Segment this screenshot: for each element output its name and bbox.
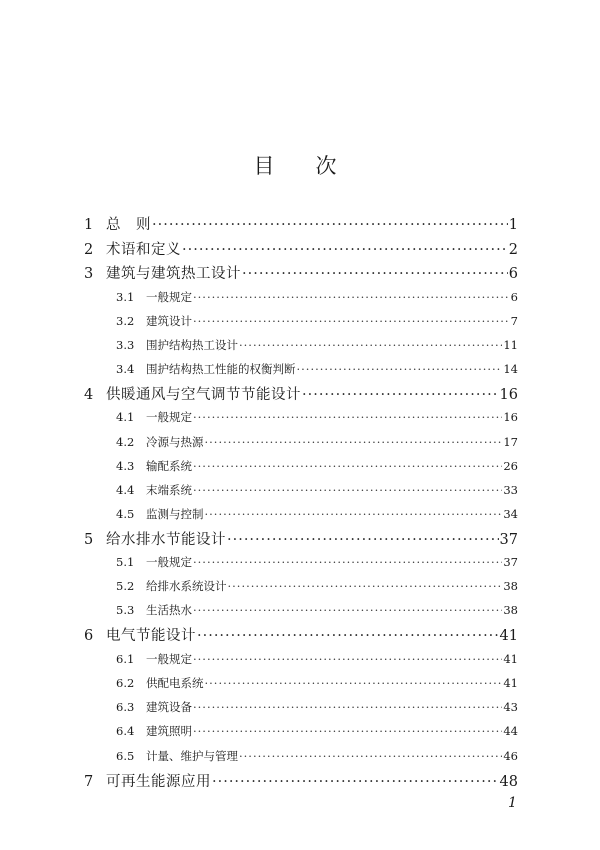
toc-section-entry[interactable] bbox=[116, 361, 518, 377]
toc-entry-number: 6.4 bbox=[116, 724, 135, 738]
dot-leader bbox=[193, 652, 502, 666]
toc-entry-page: 38 bbox=[503, 579, 518, 593]
toc-entry-page: 38 bbox=[503, 603, 518, 617]
dot-leader bbox=[297, 362, 503, 376]
toc-entry-page: 14 bbox=[503, 362, 518, 376]
toc-entry-number: 6 bbox=[84, 628, 94, 644]
toc-entry-number: 3.2 bbox=[116, 314, 135, 328]
toc-entry-title: 建筑与建筑热工设计 bbox=[106, 266, 241, 282]
dot-leader bbox=[242, 266, 508, 282]
toc-section-entry[interactable] bbox=[116, 409, 518, 425]
toc-entry-page: 6 bbox=[510, 290, 518, 304]
toc-entry-page: 44 bbox=[503, 724, 518, 738]
dot-leader bbox=[205, 676, 503, 690]
toc-entry-title: 给排水系统设计 bbox=[146, 579, 227, 593]
toc-entry-title: 一般规定 bbox=[146, 555, 192, 569]
toc-entry-page: 11 bbox=[503, 338, 518, 352]
toc-entry-page: 2 bbox=[508, 242, 518, 258]
dot-leader bbox=[302, 387, 499, 403]
toc-entry-number: 3 bbox=[84, 266, 94, 282]
dot-leader bbox=[239, 338, 502, 352]
toc-section-entry[interactable] bbox=[116, 482, 518, 498]
toc-entry-number: 6.1 bbox=[116, 652, 135, 666]
toc-entry-page: 7 bbox=[510, 314, 518, 328]
toc-entry-title: 供配电系统 bbox=[146, 676, 204, 690]
toc-entry-page: 1 bbox=[508, 217, 518, 233]
dot-leader bbox=[212, 774, 499, 790]
toc-entry-title: 一般规定 bbox=[146, 652, 192, 666]
toc-entry-title: 总 则 bbox=[106, 217, 151, 233]
toc-chapter-entry[interactable] bbox=[84, 770, 518, 791]
toc-entry-page: 48 bbox=[499, 774, 518, 790]
dot-leader bbox=[239, 749, 502, 763]
toc-section-entry[interactable] bbox=[116, 699, 518, 715]
toc-entry-title: 一般规定 bbox=[146, 410, 192, 424]
toc-section-entry[interactable] bbox=[116, 651, 518, 667]
toc-entry-number: 4 bbox=[84, 387, 94, 403]
dot-leader bbox=[193, 700, 502, 714]
toc-entry-title: 冷源与热源 bbox=[146, 435, 204, 449]
toc-entry-number: 5 bbox=[84, 532, 94, 548]
toc-section-entry[interactable] bbox=[116, 554, 518, 570]
toc-entry-number: 7 bbox=[84, 774, 94, 790]
toc-entry-title: 围护结构热工性能的权衡判断 bbox=[146, 362, 296, 376]
toc-entry-page: 37 bbox=[503, 555, 518, 569]
dot-leader bbox=[152, 217, 508, 233]
toc-section-entry[interactable] bbox=[116, 289, 518, 305]
toc-entry-number: 4.5 bbox=[116, 507, 135, 521]
toc-entry-title: 给水排水节能设计 bbox=[106, 532, 226, 548]
toc-entry-title: 围护结构热工设计 bbox=[146, 338, 238, 352]
toc-entry-title: 一般规定 bbox=[146, 290, 192, 304]
toc-entry-title: 末端系统 bbox=[146, 483, 192, 497]
toc-entry-number: 5.2 bbox=[116, 579, 135, 593]
dot-leader bbox=[193, 483, 502, 497]
toc-section-entry[interactable] bbox=[116, 602, 518, 618]
toc-entry-page: 41 bbox=[503, 652, 518, 666]
dot-leader bbox=[193, 459, 502, 473]
toc-entry-page: 34 bbox=[503, 507, 518, 521]
toc-entry-page: 6 bbox=[508, 266, 518, 282]
toc-entry-number: 2 bbox=[84, 242, 94, 258]
toc-entry-number: 3.4 bbox=[116, 362, 135, 376]
toc-section-entry[interactable] bbox=[116, 578, 518, 594]
toc-section-entry[interactable] bbox=[116, 313, 518, 329]
toc-entry-number: 6.3 bbox=[116, 700, 135, 714]
toc-section-entry[interactable] bbox=[116, 506, 518, 522]
toc-section-entry[interactable] bbox=[116, 748, 518, 764]
toc-chapter-entry[interactable] bbox=[84, 528, 518, 549]
toc-entry-number: 3.3 bbox=[116, 338, 135, 352]
toc-entry-title: 计量、维护与管理 bbox=[146, 749, 238, 763]
toc-entry-page: 41 bbox=[499, 628, 518, 644]
toc-entry-title: 可再生能源应用 bbox=[106, 774, 211, 790]
toc-entry-page: 33 bbox=[503, 483, 518, 497]
toc-entry-title: 供暖通风与空气调节节能设计 bbox=[106, 387, 301, 403]
toc-entry-title: 建筑设计 bbox=[146, 314, 192, 328]
toc-entry-page: 43 bbox=[503, 700, 518, 714]
toc-chapter-entry[interactable] bbox=[84, 262, 518, 283]
toc-entry-page: 17 bbox=[503, 435, 518, 449]
toc-entry-title: 术语和定义 bbox=[106, 242, 181, 258]
toc-entry-number: 6.2 bbox=[116, 676, 135, 690]
dot-leader bbox=[197, 628, 499, 644]
toc-section-entry[interactable] bbox=[116, 434, 518, 450]
dot-leader bbox=[193, 410, 502, 424]
toc-section-entry[interactable] bbox=[116, 458, 518, 474]
toc-entry-title: 建筑照明 bbox=[146, 724, 192, 738]
toc-entry-page: 16 bbox=[503, 410, 518, 424]
toc-chapter-entry[interactable] bbox=[84, 624, 518, 645]
dot-leader bbox=[205, 435, 503, 449]
dot-leader bbox=[227, 532, 499, 548]
toc-entry-number: 4.1 bbox=[116, 410, 135, 424]
toc-chapter-entry[interactable] bbox=[84, 213, 518, 234]
toc-entry-number: 4.2 bbox=[116, 435, 135, 449]
toc-entry-number: 6.5 bbox=[116, 749, 135, 763]
page-number: 1 bbox=[508, 795, 517, 811]
toc-entry-title: 监测与控制 bbox=[146, 507, 204, 521]
toc-entry-number: 5.3 bbox=[116, 603, 135, 617]
toc-entry-number: 3.1 bbox=[116, 290, 135, 304]
toc-chapter-entry[interactable] bbox=[84, 238, 518, 259]
toc-entry-page: 46 bbox=[503, 749, 518, 763]
toc-entry-number: 4.4 bbox=[116, 483, 135, 497]
toc-entry-number: 1 bbox=[84, 217, 94, 233]
toc-entry-page: 16 bbox=[499, 387, 518, 403]
toc-entry-number: 5.1 bbox=[116, 555, 135, 569]
toc-chapter-entry[interactable] bbox=[84, 383, 518, 404]
dot-leader bbox=[193, 555, 502, 569]
toc-entry-page: 41 bbox=[503, 676, 518, 690]
dot-leader bbox=[228, 579, 503, 593]
dot-leader bbox=[193, 603, 502, 617]
toc-entry-title: 输配系统 bbox=[146, 459, 192, 473]
toc-entry-page: 37 bbox=[499, 532, 518, 548]
dot-leader bbox=[193, 290, 510, 304]
dot-leader bbox=[182, 242, 508, 258]
dot-leader bbox=[193, 314, 510, 328]
toc-section-entry[interactable] bbox=[116, 723, 518, 739]
toc-section-entry[interactable] bbox=[116, 675, 518, 691]
page-title: 目 次 bbox=[253, 154, 347, 178]
toc-entry-title: 生活热水 bbox=[146, 603, 192, 617]
dot-leader bbox=[205, 507, 503, 521]
toc-entry-number: 4.3 bbox=[116, 459, 135, 473]
dot-leader bbox=[193, 724, 502, 738]
toc-entry-page: 26 bbox=[503, 459, 518, 473]
toc-section-entry[interactable] bbox=[116, 337, 518, 353]
toc-entry-title: 电气节能设计 bbox=[106, 628, 196, 644]
toc-entry-title: 建筑设备 bbox=[146, 700, 192, 714]
